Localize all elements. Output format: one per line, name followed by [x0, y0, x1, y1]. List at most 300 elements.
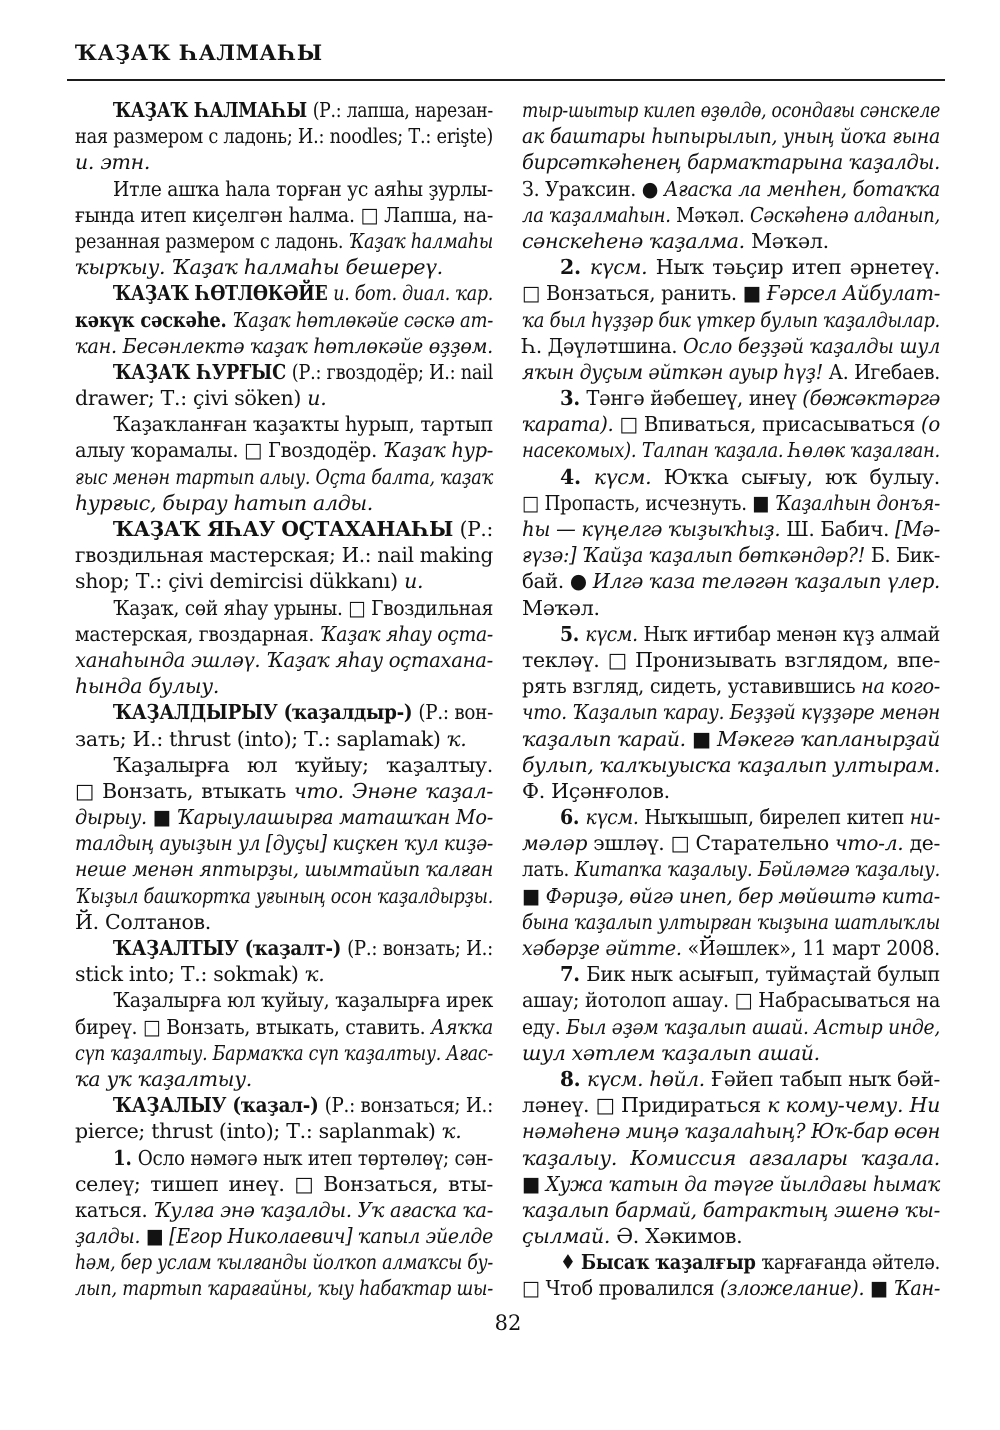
text-line	[75, 437, 493, 463]
text-run: һурғыс, бырау һатып алды.	[75, 490, 374, 515]
text-run: дырыу.	[75, 805, 153, 830]
text-line	[75, 1014, 493, 1040]
text-run: ҡ.	[304, 962, 325, 987]
text-line-content	[522, 1092, 940, 1118]
text-line	[522, 1197, 940, 1223]
text-line	[522, 1092, 940, 1118]
text-run: ғүзә:] Ҡайҙа ҡаҙалып бөткәндәр?!	[522, 543, 871, 568]
text-run: 3.	[560, 386, 587, 411]
text-line	[75, 97, 493, 123]
text-run: һында булыу.	[75, 674, 220, 699]
text-run: ашау; йотолоп ашау. □ Набрасываться на	[522, 988, 940, 1013]
text-run: Ғәрсел Айбулат-	[766, 281, 940, 306]
text-run: 2.	[560, 255, 590, 280]
text-line	[75, 673, 493, 699]
text-run: бай. ●	[522, 569, 593, 594]
text-line	[75, 202, 493, 228]
text-run: Мәҡәл.	[751, 228, 829, 253]
text-line-content	[75, 307, 493, 333]
text-line-content	[113, 280, 493, 306]
text-line-content	[75, 804, 493, 830]
text-line	[75, 909, 493, 935]
text-line	[75, 123, 493, 149]
text-run: [Мә-	[895, 517, 940, 541]
text-line	[75, 1249, 493, 1275]
text-line-content	[522, 176, 940, 202]
text-run: күсм.	[589, 255, 656, 280]
header-rule	[67, 79, 945, 81]
text-run: ҠАҘАЛТЫУ (ҡаҙалт-)	[113, 936, 348, 960]
text-line-content	[522, 1014, 940, 1040]
text-run: Б. Бик-	[870, 543, 940, 568]
text-run: неше менән яптырҙы, шымтайып ҡалған	[75, 857, 493, 882]
text-line-content	[522, 280, 940, 306]
text-run: Ҡаҙаҡ яһау оҫта-	[319, 621, 493, 646]
text-line	[75, 1118, 493, 1144]
text-line	[75, 1197, 493, 1223]
text-line	[75, 647, 493, 673]
text-line-content	[75, 726, 466, 752]
text-run: тыр-шытыр килеп өҙөлдө, осондағы сәнскеле	[522, 98, 940, 122]
text-line-content	[522, 778, 670, 804]
text-line-content	[75, 568, 423, 594]
text-run: Ныҡышып, бирелеп китеп	[644, 805, 910, 830]
text-line-content	[113, 516, 493, 542]
text-line	[522, 778, 940, 804]
text-run: ғыс менән тартып алыу. Оҫта балта, ҡаҙаҡ	[75, 464, 493, 489]
text-line	[522, 1249, 940, 1275]
text-run: шул хәтлем ҡаҙалып ашай.	[522, 1040, 820, 1065]
text-line	[522, 804, 940, 830]
text-run: Й. Солтанов.	[75, 909, 211, 934]
text-line	[75, 752, 493, 778]
text-run: (бөжәктәргә	[802, 386, 940, 411]
text-run: ■	[691, 726, 717, 751]
text-run: □ Чтоб провалился	[522, 1276, 721, 1301]
text-line	[522, 307, 940, 333]
text-run: 7.	[560, 962, 587, 987]
text-line-content	[75, 1171, 493, 1197]
text-line-content	[522, 752, 940, 778]
text-line-content	[113, 1145, 493, 1171]
text-line-content	[522, 1197, 940, 1223]
text-run: Ш. Бабич.	[786, 517, 896, 541]
text-run: кәкүк сәскәһе.	[75, 307, 233, 332]
text-run: лып, тартып ҡарағайны, ҡыу һабаҡтар шы-	[75, 1276, 493, 1301]
text-run: что. Энәне ҡаҙал-	[294, 778, 493, 803]
text-run: (Р.:	[459, 517, 493, 541]
text-line-content	[522, 673, 940, 699]
text-line	[75, 987, 493, 1013]
column-right	[522, 97, 940, 1302]
text-line-content	[113, 987, 493, 1013]
text-line-content	[75, 673, 219, 699]
text-line	[522, 254, 940, 280]
text-line	[75, 935, 493, 961]
text-line	[75, 411, 493, 437]
text-run: на кого-	[861, 674, 940, 699]
text-line-content	[75, 490, 373, 516]
text-line-content	[113, 595, 493, 621]
text-run: сәнскеһенә ҡаҙалма.	[522, 228, 752, 253]
text-line-content	[522, 228, 829, 254]
text-line	[75, 568, 493, 594]
text-line-content	[75, 228, 493, 254]
text-run: һы — күңелгә ҡыҙыҡһыҙ.	[522, 517, 787, 541]
text-line	[522, 673, 940, 699]
text-run: 5.	[560, 621, 586, 646]
text-run: ҠАҘАҠ ҺАЛМАҺЫ	[113, 98, 313, 122]
text-run: ҠАҘАҠ ҺУРҒЫС	[113, 359, 292, 384]
text-line	[522, 123, 940, 149]
text-line	[75, 699, 493, 725]
text-line	[75, 490, 493, 516]
text-line-content	[75, 647, 493, 673]
text-run: нәмәһенә миңә ҡаҙалаһың? Юҡ-бар өсөн	[522, 1119, 940, 1144]
text-run: (Р.: лапша, нарезан-	[312, 98, 493, 122]
text-line	[522, 699, 940, 725]
text-line	[75, 359, 493, 385]
text-line-content	[75, 1197, 493, 1223]
text-line-content	[522, 830, 940, 856]
text-line-content	[522, 149, 940, 175]
text-line	[522, 202, 940, 228]
text-line	[522, 647, 940, 673]
text-run: ■	[870, 1276, 894, 1301]
text-line-content	[522, 1275, 940, 1301]
text-run: еду.	[522, 1014, 567, 1039]
text-line-content	[522, 568, 940, 594]
text-run: Ҡаҙаҡ һур-	[382, 438, 493, 463]
page-number: 82	[494, 1311, 522, 1335]
text-line	[522, 961, 940, 987]
text-run: ҠАҘАЛЫУ (ҡаҙал-)	[113, 1093, 325, 1118]
text-run: ак баштары һыпырылып, уның йоҡа ғына	[522, 124, 940, 149]
text-run: (Р.: гвоздодёр; И.: nail	[291, 359, 493, 384]
text-run: текләү. □ Пронизывать взглядом, впе-	[522, 647, 940, 672]
column-left	[75, 97, 493, 1302]
text-run: ҠАҘАҠ ҺӨТЛӨКӘЙЕ	[113, 281, 334, 306]
text-run: Осло нәмәгә ныҡ итеп төртөлөү; сән-	[137, 1145, 493, 1170]
text-run: и. бот. диал. ҡар.	[333, 281, 493, 306]
text-line	[75, 1223, 493, 1249]
text-line-content	[75, 123, 493, 149]
text-run: Юҡҡа сығыу, юҡ булыу.	[663, 464, 940, 489]
text-line	[75, 830, 493, 856]
text-run: гвоздильная мастерская; И.: nail making	[75, 543, 493, 568]
text-line	[75, 1275, 493, 1301]
text-line	[522, 935, 940, 961]
text-run: ■	[522, 1171, 546, 1196]
text-line-content	[560, 254, 940, 280]
text-line-content	[75, 1249, 493, 1275]
text-line-content	[75, 1066, 252, 1092]
text-run: (Р.: вонзаться; И.:	[324, 1093, 493, 1118]
text-run: ■	[522, 883, 546, 908]
text-run: □ Вонзать, втыкать	[75, 778, 295, 803]
text-line-content	[75, 202, 493, 228]
text-run: Ҡыҙыл башҡортҡа уғының осон ҡаҙалдырҙы.	[75, 883, 493, 908]
text-line-content	[522, 542, 940, 568]
text-line	[75, 1066, 493, 1092]
text-line	[522, 1275, 940, 1301]
text-run: резанная размером с ладонь.	[75, 228, 349, 253]
text-line-content	[113, 699, 493, 725]
text-run: күсм.	[585, 805, 645, 830]
text-line	[522, 1118, 940, 1144]
text-run: ҠАҘАЛДЫРЫУ (ҡаҙалдыр-)	[113, 700, 419, 725]
text-line	[522, 464, 940, 490]
text-line	[522, 333, 940, 359]
text-line-content	[522, 123, 940, 149]
text-run: күсм. һөйл.	[587, 1066, 711, 1091]
text-line-content	[75, 961, 324, 987]
text-run: Ҡаҙалырға юл ҡуйыу, ҡаҙалырға ирек	[113, 988, 493, 1013]
text-run: Фәриҙә, өйгә инеп, бер мөйөштә кита-	[545, 883, 940, 908]
text-line	[75, 307, 493, 333]
text-run: ҠАҘАҠ ЯҺАУ ОҪТАХАНАҺЫ	[113, 517, 460, 541]
text-line	[75, 883, 493, 909]
text-line	[75, 280, 493, 306]
text-line	[522, 1014, 940, 1040]
text-line-content	[560, 621, 940, 647]
text-run: ҫылмай.	[522, 1224, 617, 1249]
text-run: drawer; Т.: çivi söken)	[75, 386, 308, 411]
text-run: З. Ураҡсин. ●	[522, 176, 664, 201]
text-run: shop; Т.: çivi demircisi dükkanı)	[75, 569, 405, 594]
text-line	[522, 176, 940, 202]
text-run: Тәнгә йәбешеү, инеү	[586, 386, 803, 411]
text-run: ҡырҡыу. Ҡаҙаҡ һалмаһы бешереү.	[75, 255, 443, 280]
text-run: Ҡаҙаҡ, сөй яһау урыны. □ Гвоздильная	[113, 595, 493, 620]
text-run: ханаһында эшләү. Ҡаҙаҡ яһау оҫтахана-	[75, 647, 493, 672]
text-run: ҡаҙалып ҡарай.	[522, 726, 692, 751]
text-run: Бик ныҡ асығып, туймаҫтай булып	[586, 962, 940, 987]
text-run: 4.	[560, 464, 594, 489]
text-run: и.	[307, 386, 327, 411]
text-run: 8.	[560, 1066, 588, 1091]
text-run: □ Впиваться, присасываться	[619, 412, 921, 437]
text-run: Ҡаҙалһын донъя-	[774, 490, 940, 515]
text-run: биреү. □ Вонзать, втыкать, ставить.	[75, 1014, 432, 1039]
text-line	[75, 464, 493, 490]
text-line-content	[522, 856, 940, 882]
text-run: эшләү. □ Старательно	[593, 831, 836, 856]
text-run: (Р.: вонзать; И.:	[347, 936, 493, 960]
text-line	[522, 1145, 940, 1171]
text-line	[75, 1171, 493, 1197]
text-line-content	[522, 1040, 820, 1066]
text-run: селеү; тишеп инеү. □ Вонзаться, вты-	[75, 1171, 493, 1196]
text-line-content	[560, 804, 940, 830]
text-line-content	[522, 935, 940, 961]
text-run: ҡаҙалыу. Комиссия ағзалары ҡаҙала.	[522, 1145, 940, 1170]
text-run: Был әҙәм ҡаҙалып ашай. Астыр инде,	[566, 1014, 940, 1039]
text-line-content	[113, 359, 493, 385]
text-run: Ныҡ тәьҫир итеп әрнетеү.	[655, 255, 941, 280]
text-line-content	[522, 1223, 742, 1249]
text-line	[75, 804, 493, 830]
text-run: Мәҡәл.	[522, 595, 600, 620]
text-line-content	[75, 1223, 493, 1249]
text-line-content	[75, 1275, 493, 1301]
text-run: Сәскәһенә алданып,	[749, 202, 940, 227]
text-run: Ҡаҙалырға юл ҡуйыу; ҡаҙалтыу.	[113, 752, 493, 777]
text-run: мастерская, гвоздарная.	[75, 621, 320, 646]
text-run: □ Вонзаться, ранить. ■	[522, 281, 767, 306]
text-line-content	[75, 464, 493, 490]
text-line	[75, 595, 493, 621]
text-line-content	[75, 1014, 493, 1040]
text-run: ҡарата).	[522, 412, 620, 437]
text-run: де-	[909, 831, 940, 856]
text-line	[522, 280, 940, 306]
text-line	[522, 909, 940, 935]
text-line	[522, 595, 940, 621]
text-run: Ҡаҙаҡ һалмаһы	[348, 228, 493, 253]
text-line	[522, 411, 940, 437]
text-run: зать; И.: thrust (into); Т.: saplamak)	[75, 726, 447, 751]
text-line	[522, 385, 940, 411]
text-run: что-л.	[835, 831, 910, 856]
text-line	[522, 987, 940, 1013]
text-run: к кому-чему. Ни	[767, 1093, 940, 1118]
text-line-content	[522, 516, 940, 542]
text-run: (Р.: вон-	[418, 700, 493, 725]
text-run: хәбәрҙе әйтте.	[522, 936, 688, 960]
text-line	[522, 752, 940, 778]
text-run: күсм.	[593, 464, 664, 489]
text-run: алыу ҡорамалы. □ Гвоздодёр.	[75, 438, 383, 463]
text-line	[522, 97, 940, 123]
text-run: Һ. Дәүләтшина.	[522, 333, 684, 358]
text-run: Осло беҙҙәй ҡаҙалды шул	[683, 333, 940, 358]
text-line-content	[113, 1092, 493, 1118]
text-line	[522, 726, 940, 752]
text-line-content	[560, 1249, 940, 1275]
text-run: ҡ.	[446, 726, 467, 751]
text-run: Аяҡҡа	[431, 1014, 493, 1039]
text-run: ҙалды.	[75, 1224, 146, 1249]
text-line-content	[75, 883, 493, 909]
text-line	[522, 621, 940, 647]
text-run: □ Пропасть, исчезнуть. ■	[522, 490, 775, 515]
text-line	[75, 176, 493, 202]
text-run: ҡа уҡ ҡаҙалтыу.	[75, 1066, 253, 1091]
text-run: и.	[404, 569, 424, 594]
text-line	[522, 856, 940, 882]
text-run: лать.	[522, 857, 575, 882]
text-run: рять взгляд, сидеть, уставившись	[522, 674, 862, 699]
text-run: ләнеү. □ Придираться	[522, 1093, 768, 1118]
text-line-content	[522, 883, 940, 909]
text-run: ҡан. Бесәнлектә ҡаҙаҡ һөтлөкәйе өҙҙөм.	[75, 333, 493, 358]
text-line-content	[560, 464, 940, 490]
text-line-content	[522, 987, 940, 1013]
text-run: насекомых). Талпан ҡаҙала. Һөлөк ҡаҙалған.	[522, 438, 940, 463]
text-run: Ғәйеп табып ныҡ бәй-	[710, 1066, 940, 1091]
text-line	[522, 542, 940, 568]
text-line	[522, 1171, 940, 1197]
text-line	[522, 1040, 940, 1066]
text-line-content	[522, 1118, 940, 1144]
text-line	[75, 1040, 493, 1066]
text-run: ни-	[909, 805, 940, 830]
text-line-content	[75, 149, 150, 175]
text-run: ■	[145, 1224, 170, 1249]
text-run: stick into; Т.: sokmak)	[75, 962, 305, 987]
text-run: ла ҡаҙалмаһын.	[522, 202, 677, 227]
text-run: Илгә ҡаза теләгән ҡаҙалып үлер.	[592, 569, 940, 594]
text-run: яҡын дуҫым әйткән ауыр һүҙ!	[522, 359, 829, 384]
text-line	[75, 621, 493, 647]
text-run: Ҡарыулашырға маташҡан Мо-	[176, 805, 494, 830]
text-run: Ә. Хәкимов.	[616, 1224, 743, 1249]
text-run: ҡа был һүҙҙәр бик үткер булып ҡаҙалдылар.	[522, 307, 940, 332]
text-run: булып, ҡалҡыуысҡа ҡаҙалып ултырам.	[522, 752, 940, 777]
text-line-content	[522, 333, 940, 359]
text-line-content	[522, 1145, 940, 1171]
text-line-content	[113, 97, 493, 123]
text-run: 6.	[560, 805, 586, 830]
text-run: Китапҡа ҡаҙалыу. Бәйләмгә ҡаҙалыу.	[574, 857, 940, 882]
text-run: [Егор Николаевич] ҡапыл эйелде	[169, 1224, 494, 1249]
text-line-content	[75, 621, 493, 647]
text-line-content	[113, 935, 493, 961]
text-line	[522, 228, 940, 254]
text-line-content	[522, 647, 940, 673]
text-line-content	[75, 778, 493, 804]
text-line-content	[75, 1040, 493, 1066]
text-run: pierce; thrust (into); Т.: saplanmak)	[75, 1119, 442, 1144]
text-line-content	[75, 385, 326, 411]
text-run: бына ҡаҙалып ултырған ҡыҙына шатлыҡлы	[522, 909, 940, 934]
text-run: ҡаҙалып бармай, батрактың эшенә ҡы-	[522, 1197, 940, 1222]
text-line	[75, 542, 493, 568]
text-line-content	[113, 176, 493, 202]
text-line	[75, 385, 493, 411]
text-run: каться.	[75, 1197, 154, 1222]
text-run: Ф. Иҫәнғолов.	[522, 778, 670, 803]
text-line	[75, 149, 493, 175]
text-run: талдың ауыҙын ул [дуҫы] киҫкен ҡул киҙә-	[75, 831, 493, 856]
text-run: Ағасҡа ла менһен, ботаҡҡа	[663, 176, 940, 201]
text-run: бирсәткәһенең бармаҡтарына ҡаҙалды.	[522, 150, 940, 175]
text-run: ҡарғағанда әйтелә.	[761, 1250, 940, 1275]
text-line	[522, 830, 940, 856]
text-line	[522, 883, 940, 909]
text-run: Ҡулға энә ҡаҙалды. Уҡ ағасҡа ҡа-	[153, 1197, 493, 1222]
text-line	[75, 778, 493, 804]
text-line-content	[522, 359, 940, 385]
text-line-content	[522, 202, 940, 228]
text-run: Хужа ҡатын да тәүге йылдағы һымаҡ	[545, 1171, 940, 1196]
text-run: сүп ҡаҙалтыу. Бармаҡҡа сүп ҡаҙалтыу. Ағас-	[75, 1040, 493, 1065]
text-run: Бысаҡ ҡаҙалғыр	[580, 1250, 762, 1275]
text-line-content	[522, 411, 940, 437]
text-run: 1.	[113, 1145, 138, 1170]
text-run: мәләр	[522, 831, 594, 856]
text-line-content	[113, 752, 493, 778]
text-line-content	[522, 307, 940, 333]
text-run: ■	[152, 805, 177, 830]
text-line	[522, 516, 940, 542]
text-run: ♦	[560, 1250, 581, 1275]
text-run: (зложелание).	[720, 1276, 871, 1301]
text-run: ҡ.	[441, 1119, 462, 1144]
text-run: ғында итеп киҫелгән һалма. □ Лапша, на-	[75, 202, 493, 227]
text-line	[75, 333, 493, 359]
